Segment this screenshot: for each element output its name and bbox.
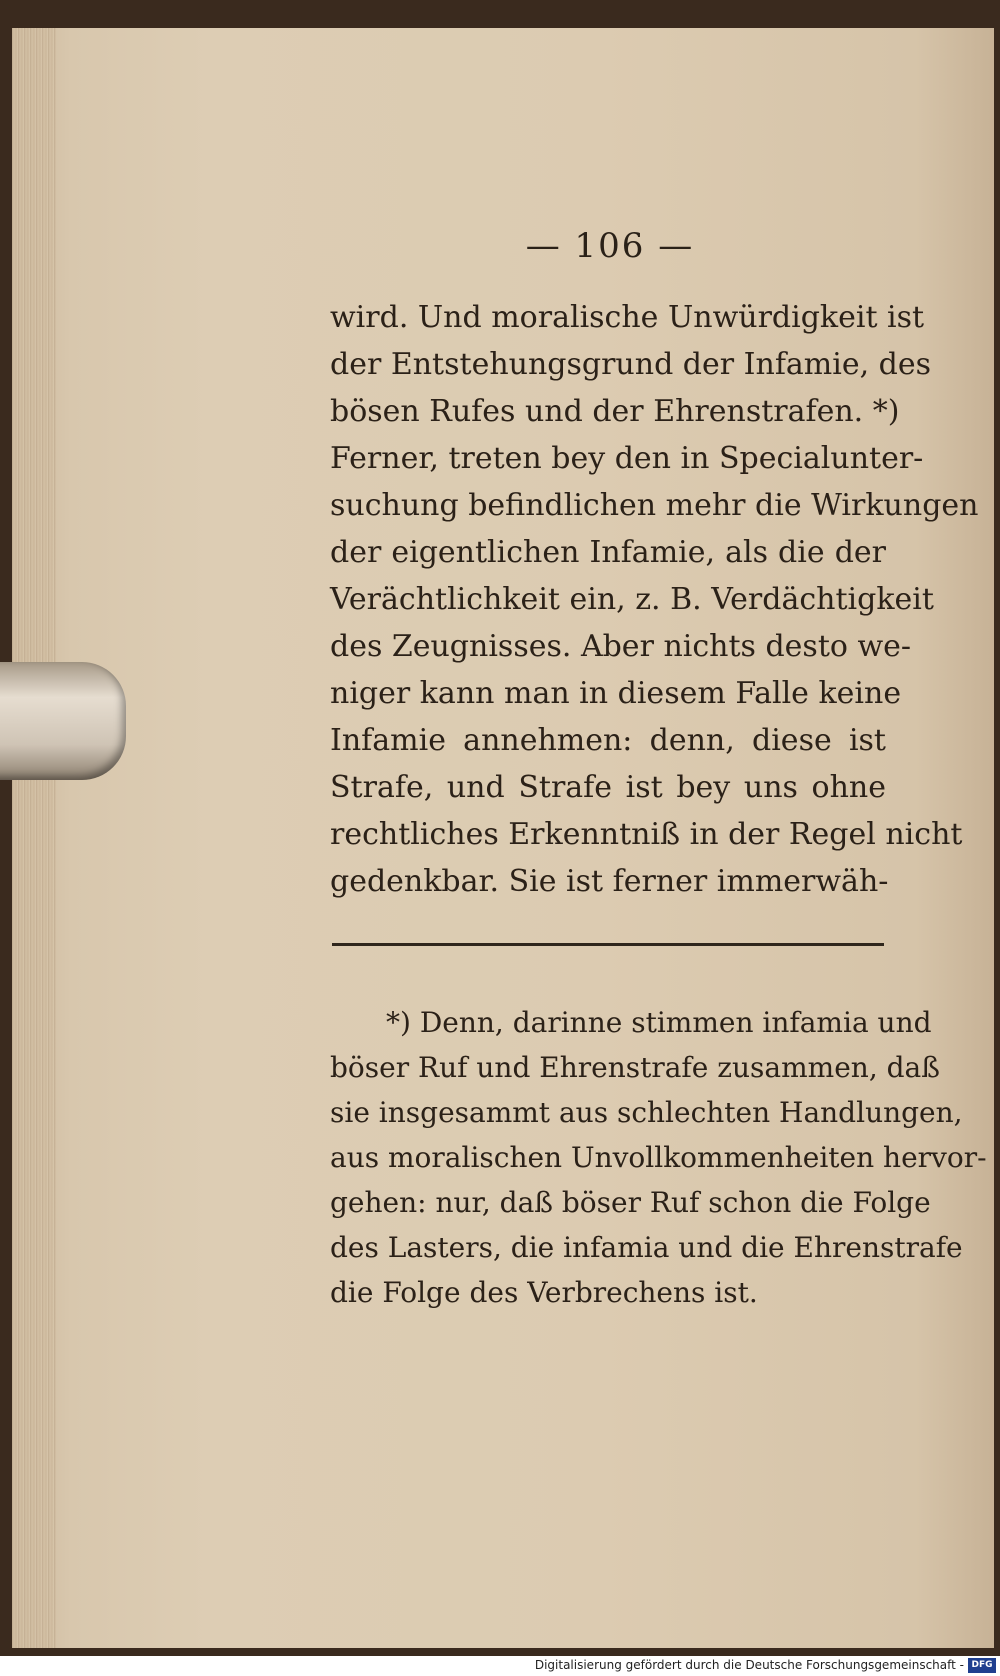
bookmark-clip — [0, 662, 126, 780]
footnote-line: böser Ruf und Ehrenstrafe zusammen, daß — [330, 1051, 940, 1084]
funding-credit: Digitalisierung gefördert durch die Deutsche Forschungsgemeinschaft - — [534, 1658, 964, 1672]
text-line: des Zeugnisses. Aber nichts desto we- — [330, 629, 912, 664]
text-line: niger kann man in diesem Falle keine — [330, 676, 902, 711]
text-line: der eigentlichen Infamie, als die der — [330, 535, 886, 570]
main-text — [330, 294, 979, 905]
footnote-line: gehen: nur, daß böser Ruf schon die Folge — [330, 1186, 931, 1219]
footnote — [330, 1000, 987, 1315]
page-edges — [12, 28, 56, 1648]
footnote-line: sie insgesammt aus schlechten Handlungen, — [330, 1096, 963, 1129]
footnote-line: *) Denn, darinne stimmen infamia und — [386, 1006, 932, 1039]
dfg-logo: DFG — [968, 1658, 996, 1673]
footnote-divider — [332, 943, 884, 946]
text-line: Verächtlichkeit ein, z. B. Verdächtigkeit — [330, 582, 934, 617]
text-line: suchung befindlichen mehr die Wirkungen — [330, 488, 979, 523]
page-number: — 106 — — [525, 226, 695, 266]
footer-bar — [0, 1656, 1000, 1676]
text-line: bösen Rufes und der Ehrenstrafen. *) — [330, 394, 900, 429]
footnote-line: die Folge des Verbrechens ist. — [330, 1276, 758, 1309]
text-line: Strafe, und Strafe ist bey uns ohne — [330, 770, 886, 805]
text-line: der Entstehungsgrund der Infamie, des — [330, 347, 932, 382]
text-line: wird. Und moralische Unwürdigkeit ist — [330, 300, 925, 335]
text-line: Ferner, treten bey den in Specialunter- — [330, 441, 924, 476]
text-line: Infamie annehmen: denn, diese ist — [330, 723, 886, 758]
text-line: rechtliches Erkenntniß in der Regel nicht — [330, 817, 963, 852]
text-line: gedenkbar. Sie ist ferner immerwäh- — [330, 864, 889, 899]
footnote-line: aus moralischen Unvollkommenheiten hervor- — [330, 1141, 987, 1174]
footnote-line: des Lasters, die infamia und die Ehrenstrafe — [330, 1231, 963, 1264]
